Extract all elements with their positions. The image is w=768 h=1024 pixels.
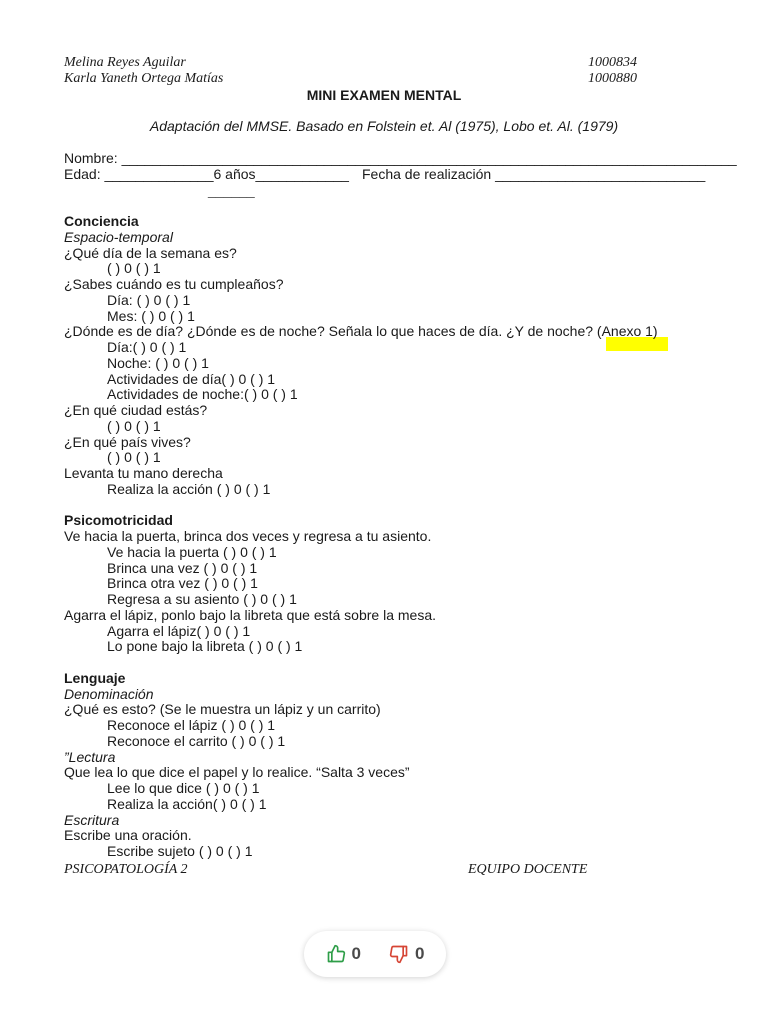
- score-item: ( ) 0 ( ) 1: [107, 418, 161, 434]
- page-subtitle: Adaptación del MMSE. Basado en Folstein et. Al (1975), Lobo et. Al. (1979): [149, 118, 619, 134]
- page-title: MINI EXAMEN MENTAL: [306, 87, 462, 103]
- question-text: ¿Sabes cuándo es tu cumpleaños?: [64, 276, 284, 292]
- question-text: ¿Qué día de la semana es?: [64, 245, 237, 261]
- question-text: ¿En qué ciudad estás?: [64, 402, 208, 418]
- thumbs-up-icon: [326, 944, 346, 964]
- section-heading: Lenguaje: [64, 670, 126, 686]
- score-item: Regresa a su asiento ( ) 0 ( ) 1: [107, 591, 297, 607]
- score-item: Mes: ( ) 0 ( ) 1: [107, 308, 195, 324]
- question-text: ¿Dónde es de día? ¿Dónde es de noche? Señala lo que haces de día. ¿Y de noche? (Anexo 1): [64, 323, 658, 339]
- score-item: Reconoce el carrito ( ) 0 ( ) 1: [107, 733, 286, 749]
- footer-team: EQUIPO DOCENTE: [468, 862, 588, 877]
- footer-course: PSICOPATOLOGÍA 2: [64, 862, 188, 877]
- field-underline: ______: [208, 182, 255, 198]
- thumbs-down-button[interactable]: [389, 944, 424, 964]
- student-id-1: 1000834: [588, 55, 637, 70]
- subsection-heading: Espacio-temporal: [64, 229, 173, 245]
- score-item: ( ) 0 ( ) 1: [107, 260, 161, 276]
- score-item: Brinca una vez ( ) 0 ( ) 1: [107, 560, 258, 576]
- thumbs-up-count: 0: [351, 944, 361, 963]
- field-nombre: Nombre: _______________________________________________________________________________: [64, 150, 737, 166]
- subsection-heading: ”Lectura: [64, 749, 116, 765]
- author-2: Karla Yaneth Ortega Matías: [64, 71, 224, 86]
- text-highlight: [606, 337, 668, 351]
- thumbs-down-count: 0: [415, 944, 425, 963]
- score-item: Reconoce el lápiz ( ) 0 ( ) 1: [107, 717, 276, 733]
- question-text: Que lea lo que dice el papel y lo realice. “Salta 3 veces”: [64, 764, 410, 780]
- student-id-2: 1000880: [588, 71, 637, 86]
- score-item: Realiza la acción( ) 0 ( ) 1: [107, 796, 267, 812]
- thumbs-down-icon: [389, 944, 409, 964]
- subsection-heading: Denominación: [64, 686, 154, 702]
- score-item: Día: ( ) 0 ( ) 1: [107, 292, 191, 308]
- field-edad: Edad: ______________6 años____________: [64, 166, 349, 182]
- score-item: Escribe sujeto ( ) 0 ( ) 1: [107, 843, 253, 859]
- question-text: Levanta tu mano derecha: [64, 465, 223, 481]
- section-heading: Psicomotricidad: [64, 512, 173, 528]
- score-item: Lo pone bajo la libreta ( ) 0 ( ) 1: [107, 638, 303, 654]
- vote-bar: [304, 931, 446, 977]
- score-item: Realiza la acción ( ) 0 ( ) 1: [107, 481, 271, 497]
- author-1: Melina Reyes Aguilar: [64, 55, 186, 70]
- question-text: Ve hacia la puerta, brinca dos veces y regresa a tu asiento.: [64, 528, 432, 544]
- score-item: Día:( ) 0 ( ) 1: [107, 339, 187, 355]
- score-item: ( ) 0 ( ) 1: [107, 449, 161, 465]
- score-item: Actividades de noche:( ) 0 ( ) 1: [107, 386, 298, 402]
- score-item: Noche: ( ) 0 ( ) 1: [107, 355, 209, 371]
- section-heading: Conciencia: [64, 213, 139, 229]
- question-text: Escribe una oración.: [64, 827, 192, 843]
- question-text: ¿En qué país vives?: [64, 434, 191, 450]
- score-item: Agarra el lápiz( ) 0 ( ) 1: [107, 623, 251, 639]
- score-item: Actividades de día( ) 0 ( ) 1: [107, 371, 276, 387]
- thumbs-up-button[interactable]: [326, 944, 361, 964]
- score-item: Lee lo que dice ( ) 0 ( ) 1: [107, 780, 260, 796]
- field-fecha: Fecha de realización ___________________________: [362, 166, 706, 182]
- question-text: Agarra el lápiz, ponlo bajo la libreta que está sobre la mesa.: [64, 607, 436, 623]
- score-item: Ve hacia la puerta ( ) 0 ( ) 1: [107, 544, 277, 560]
- question-text: ¿Qué es esto? (Se le muestra un lápiz y un carrito): [64, 701, 381, 717]
- score-item: Brinca otra vez ( ) 0 ( ) 1: [107, 575, 258, 591]
- subsection-heading: Escritura: [64, 812, 120, 828]
